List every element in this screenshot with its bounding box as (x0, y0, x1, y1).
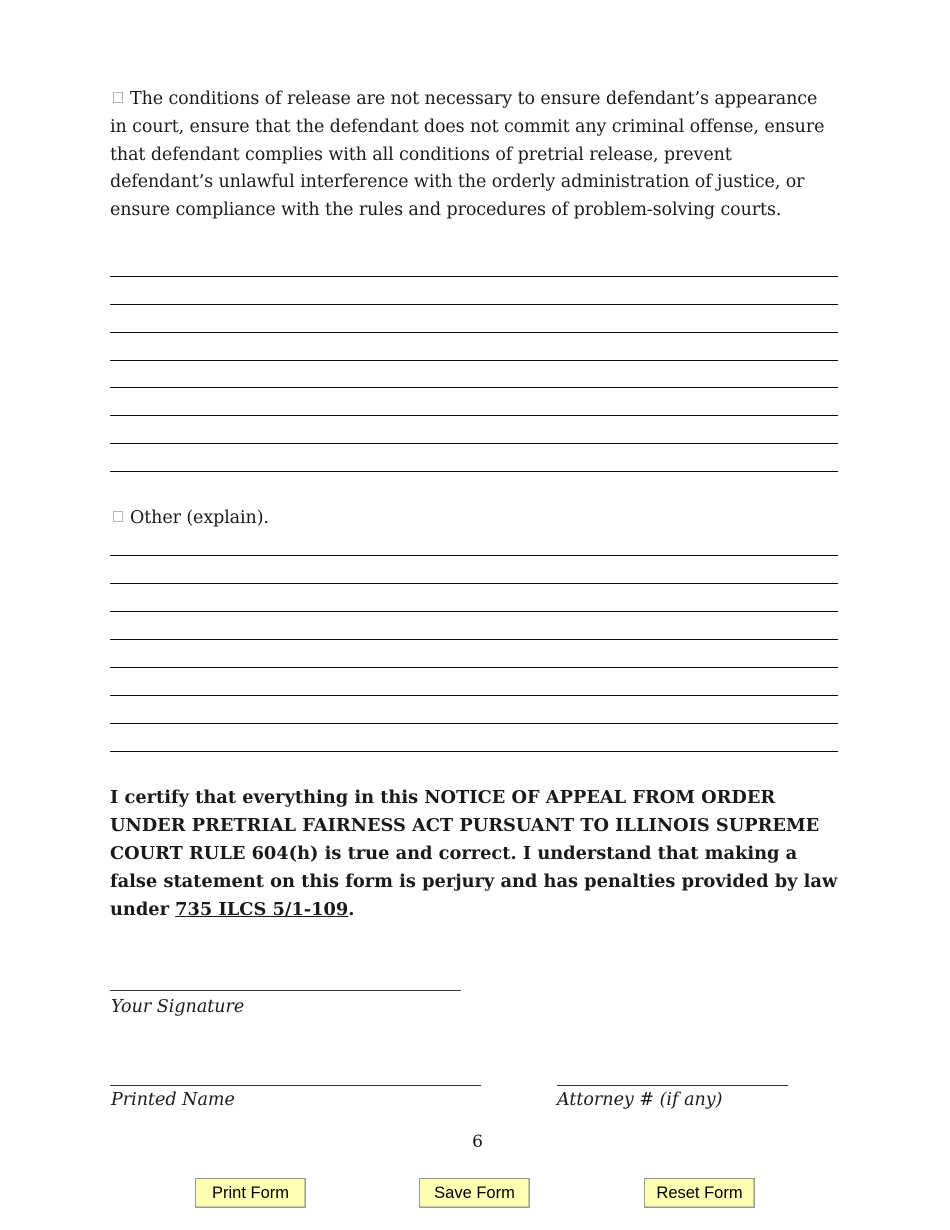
signature-line[interactable] (110, 990, 461, 991)
certification-text: I certify that everything in this NOTICE OF APPEAL FROM ORDER UNDER PRETRIAL FAIRNESS ACT PURSUANT TO ILLINOIS SUPREME COURT RULE 604(h) is true and correct. I understand that making a false statement on this form is perjury and has penalties provided by law under (110, 787, 838, 920)
explanation-line[interactable] (110, 611, 838, 612)
certification-statement (110, 784, 838, 924)
explanation-line[interactable] (110, 415, 838, 416)
attorney-number-line[interactable] (557, 1085, 788, 1086)
explanation-line[interactable] (110, 751, 838, 752)
print-form-button[interactable]: Print Form (195, 1178, 306, 1208)
explanation-line[interactable] (110, 583, 838, 584)
your-signature-label: Your Signature (111, 997, 245, 1017)
reason-other-paragraph (110, 505, 838, 533)
explanation-line[interactable] (110, 695, 838, 696)
explanation-line[interactable] (110, 332, 838, 333)
explanation-line[interactable] (110, 276, 838, 277)
conditions-checkbox[interactable] (113, 92, 123, 103)
explanation-line[interactable] (110, 639, 838, 640)
statute-link[interactable]: 735 ILCS 5/1-109 (175, 899, 349, 920)
explanation-line[interactable] (110, 555, 838, 556)
reason-other-text: Other (explain). (130, 508, 269, 528)
explanation-line[interactable] (110, 443, 838, 444)
explanation-line[interactable] (110, 723, 838, 724)
explanation-line[interactable] (110, 471, 838, 472)
printed-name-label: Printed Name (111, 1090, 235, 1110)
reset-form-button[interactable]: Reset Form (644, 1178, 755, 1208)
page-number: 6 (472, 1132, 483, 1152)
printed-name-line[interactable] (110, 1085, 481, 1086)
reason-conditions-text: The conditions of release are not necessary to ensure defendant’s appearance in court, ensure that the defendant does not commit any criminal offense, ensure that defendant complies with all conditions of pretrial release, prevent defendant’s unlawful interference with the orderly administration of justice, or ensure compliance with the rules and procedures of problem-solving courts. (110, 89, 825, 221)
other-checkbox[interactable] (113, 511, 123, 522)
save-form-button[interactable]: Save Form (419, 1178, 530, 1208)
attorney-number-label: Attorney # (if any) (557, 1090, 723, 1110)
explanation-line[interactable] (110, 360, 838, 361)
certification-end: . (348, 899, 355, 920)
explanation-line[interactable] (110, 387, 838, 388)
explanation-line[interactable] (110, 667, 838, 668)
reason-conditions-paragraph (110, 86, 838, 225)
explanation-line[interactable] (110, 304, 838, 305)
